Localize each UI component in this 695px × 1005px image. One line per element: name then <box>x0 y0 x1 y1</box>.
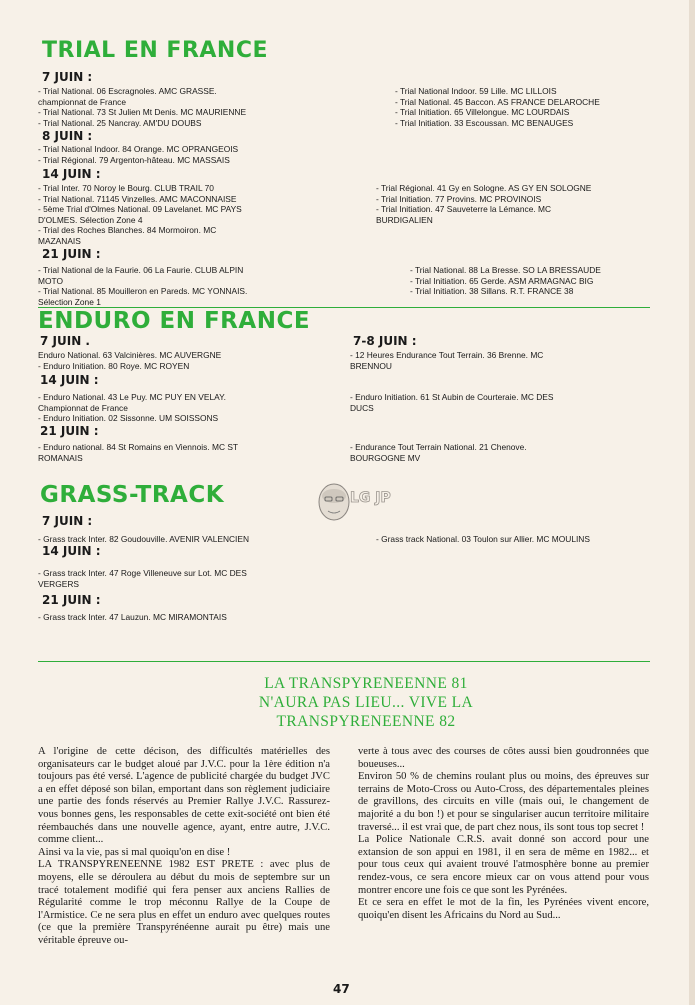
trial-section-title: TRIAL EN FRANCE <box>42 38 269 63</box>
enduro-7-juin-left: Enduro National. 63 Valcinières. MC AUVERGNE - Enduro Initiation. 80 Roye. MC ROYEN <box>38 350 222 371</box>
article-paragraph: A l'origine de cette décison, des difficultés matérielles des organisateurs car le budget aloué par J.V.C. pour la 1ère édition n'a toujours pas été versé. L'agence de publicité chargée du budget JVC a en effet déposé son bilan, emportant dans son règlement judiciaire une partie des fonds réservés au Premier Rallye J.V.C. Rassurez-vous bonnes gens, les responsables de cette exit-société ont bien été réembauchés dans une nouvelle agence, ayant, entre autre, J.V.C. comme client... <box>38 746 330 846</box>
trial-date-7-juin: 7 JUIN : <box>42 70 93 84</box>
trial-date-21-juin: 21 JUIN : <box>42 247 101 261</box>
grass-section-title: GRASS-TRACK <box>40 482 225 508</box>
page-number: 47 <box>333 982 350 996</box>
grass-date-14-juin: 14 JUIN : <box>42 544 101 558</box>
article-paragraph: Et ce sera en effet le mot de la fin, les Pyrénées vivent encore, quoiqu'en disent les Africains du Nord au Sud... <box>358 897 649 921</box>
enduro-date-7-juin: 7 JUIN . <box>40 334 90 348</box>
grass-date-21-juin: 21 JUIN : <box>42 593 101 607</box>
trial-7-juin-left: - Trial National. 06 Escragnoles. AMC GRASSE. championnat de France - Trial National. 73 St Julien Mt Denis. MC MAURIENNE - Trial National. 25 Nancray. AM'DU DOUBS <box>38 86 247 128</box>
article-paragraph: Environ 50 % de chemins roulant plus ou moins, des épreuves sur terrains de Moto-Cross ou Auto-Cross, des départementales pleines de gravillons, des circuits en ville (mais oui, le changement de majorité a du bon !) et pour se singulariser aucun territoire militaire traversé... il est vrai que, de part chez nous, ils sont tous top secret ! <box>358 771 649 833</box>
trial-7-juin-right: - Trial National Indoor. 59 Lille. MC LILLOIS - Trial National. 45 Baccon. AS FRANCE DELAROCHE - Trial Initiation. 65 Villelongue. MC LOURDAIS - Trial Initiation. 33 Escoussan. MC BENAUGES <box>395 86 600 128</box>
article-paragraph: Ainsi va la vie, pas si mal quoiqu'on en dise ! <box>38 846 231 858</box>
article-divider <box>38 661 650 662</box>
article-paragraph: La Police Nationale C.R.S. avait donné son accord pour une extansion de son appui en 1981, il en sera de même en 1982... et pour tous ceux qui avaient trouvé l'atmosphère bonne au premier rendez-vous, ce sera encore mieux car on vous attend pour vous montrer encore une fois ce que sont les Pyrénées. <box>358 834 649 896</box>
enduro-21-juin-right: - Endurance Tout Terrain National. 21 Chenove. BOURGOGNE MV <box>350 442 527 463</box>
svg-text:LG JP: LG JP <box>350 490 391 506</box>
trial-date-8-juin: 8 JUIN : <box>42 129 93 143</box>
enduro-21-juin-left: - Enduro national. 84 St Romains en Viennois. MC ST ROMANAIS <box>38 442 239 463</box>
enduro-date-7-8-juin: 7-8 JUIN : <box>353 334 417 348</box>
author-logo <box>316 478 391 528</box>
article-paragraph: LA TRANSPYRENEENNE 1982 EST PRETE : avec plus de moyens, elle se déroulera au début du mois de septembre sur un tracé totalement modifié qui fera penser aux anciens Rallies de Régularité comme le trop méconnu Rallye de la Coupe de l'Armistice. Ce ne sera plus en effet un enduro avec quelques routes (ce que la première Transpyrénéenne aurait pu être) mais une véritable épreuve ou- <box>38 859 330 946</box>
trial-14-juin-right: - Trial Régional. 41 Gy en Sologne. AS GY EN SOLOGNE - Trial Initiation. 77 Provins. MC PROVINOIS - Trial Initiation. 47 Sauveterre la Lémance. MC BURDIGALIEN <box>376 183 592 225</box>
grass-7-juin-right: - Grass track National. 03 Toulon sur Allier. MC MOULINS <box>376 534 590 544</box>
grass-date-7-juin: 7 JUIN : <box>42 514 93 528</box>
enduro-7-8-juin-right: - 12 Heures Endurance Tout Terrain. 36 Brenne. MC BRENNOU <box>350 350 544 371</box>
article-paragraph: verte à tous avec des courses de côtes aussi bien goudronnées que boueuses... <box>358 746 649 770</box>
page-edge <box>689 0 695 1005</box>
enduro-date-21-juin: 21 JUIN : <box>40 424 99 438</box>
grass-21-juin-left: - Grass track Inter. 47 Lauzun. MC MIRAMONTAIS <box>38 612 227 622</box>
enduro-section-title: ENDURO EN FRANCE <box>38 308 311 334</box>
trial-21-juin-left: - Trial National de la Faurie. 06 La Faurie. CLUB ALPIN MOTO - Trial National. 85 Mouilleron en Pareds. MC YONNAIS. Sélection Zone 1 <box>38 265 248 307</box>
trial-21-juin-right: - Trial National. 88 La Bresse. SO LA BRESSAUDE - Trial Initiation. 65 Gerde. ASM ARMAGNAC BIG - Trial Initiation. 38 Sillans. R.T. FRANCE 38 <box>410 265 601 296</box>
enduro-14-juin-right: - Enduro Initiation. 61 St Aubin de Courteraie. MC DES DUCS <box>350 392 554 413</box>
trial-8-juin-left: - Trial National Indoor. 84 Orange. MC OPRANGEOIS - Trial Régional. 79 Argenton-hâteau. MC MASSAIS <box>38 144 239 165</box>
article-right-column <box>358 746 649 922</box>
trial-date-14-juin: 14 JUIN : <box>42 167 101 181</box>
grass-7-juin-left: - Grass track Inter. 82 Goudouville. AVENIR VALENCIEN <box>38 534 250 544</box>
enduro-14-juin-left: - Enduro National. 43 Le Puy. MC PUY EN VELAY. Championnat de France - Enduro Initiation. 02 Sissonne. UM SOISSONS <box>38 392 226 423</box>
article-title: LA TRANSPYRENEENNE 81 N'AURA PAS LIEU... VIVE LA TRANSPYRENEENNE 82 <box>258 675 474 730</box>
article-left-column <box>38 746 330 948</box>
enduro-date-14-juin: 14 JUIN : <box>40 373 99 387</box>
trial-14-juin-left: - Trial Inter. 70 Noroy le Bourg. CLUB TRAIL 70 - Trial National. 71145 Vinzelles. AMC MACONNAISE - 5ème Trial d'Olmes National. 09 Lavelanet. MC PAYS D'OLMES. Sélection Zone 4 - Trial des Roches Blanches. 84 Mormoiron. MC MAZANAIS <box>38 183 242 246</box>
grass-14-juin-left: - Grass track Inter. 47 Roge Villeneuve sur Lot. MC DES VERGERS <box>38 568 247 589</box>
